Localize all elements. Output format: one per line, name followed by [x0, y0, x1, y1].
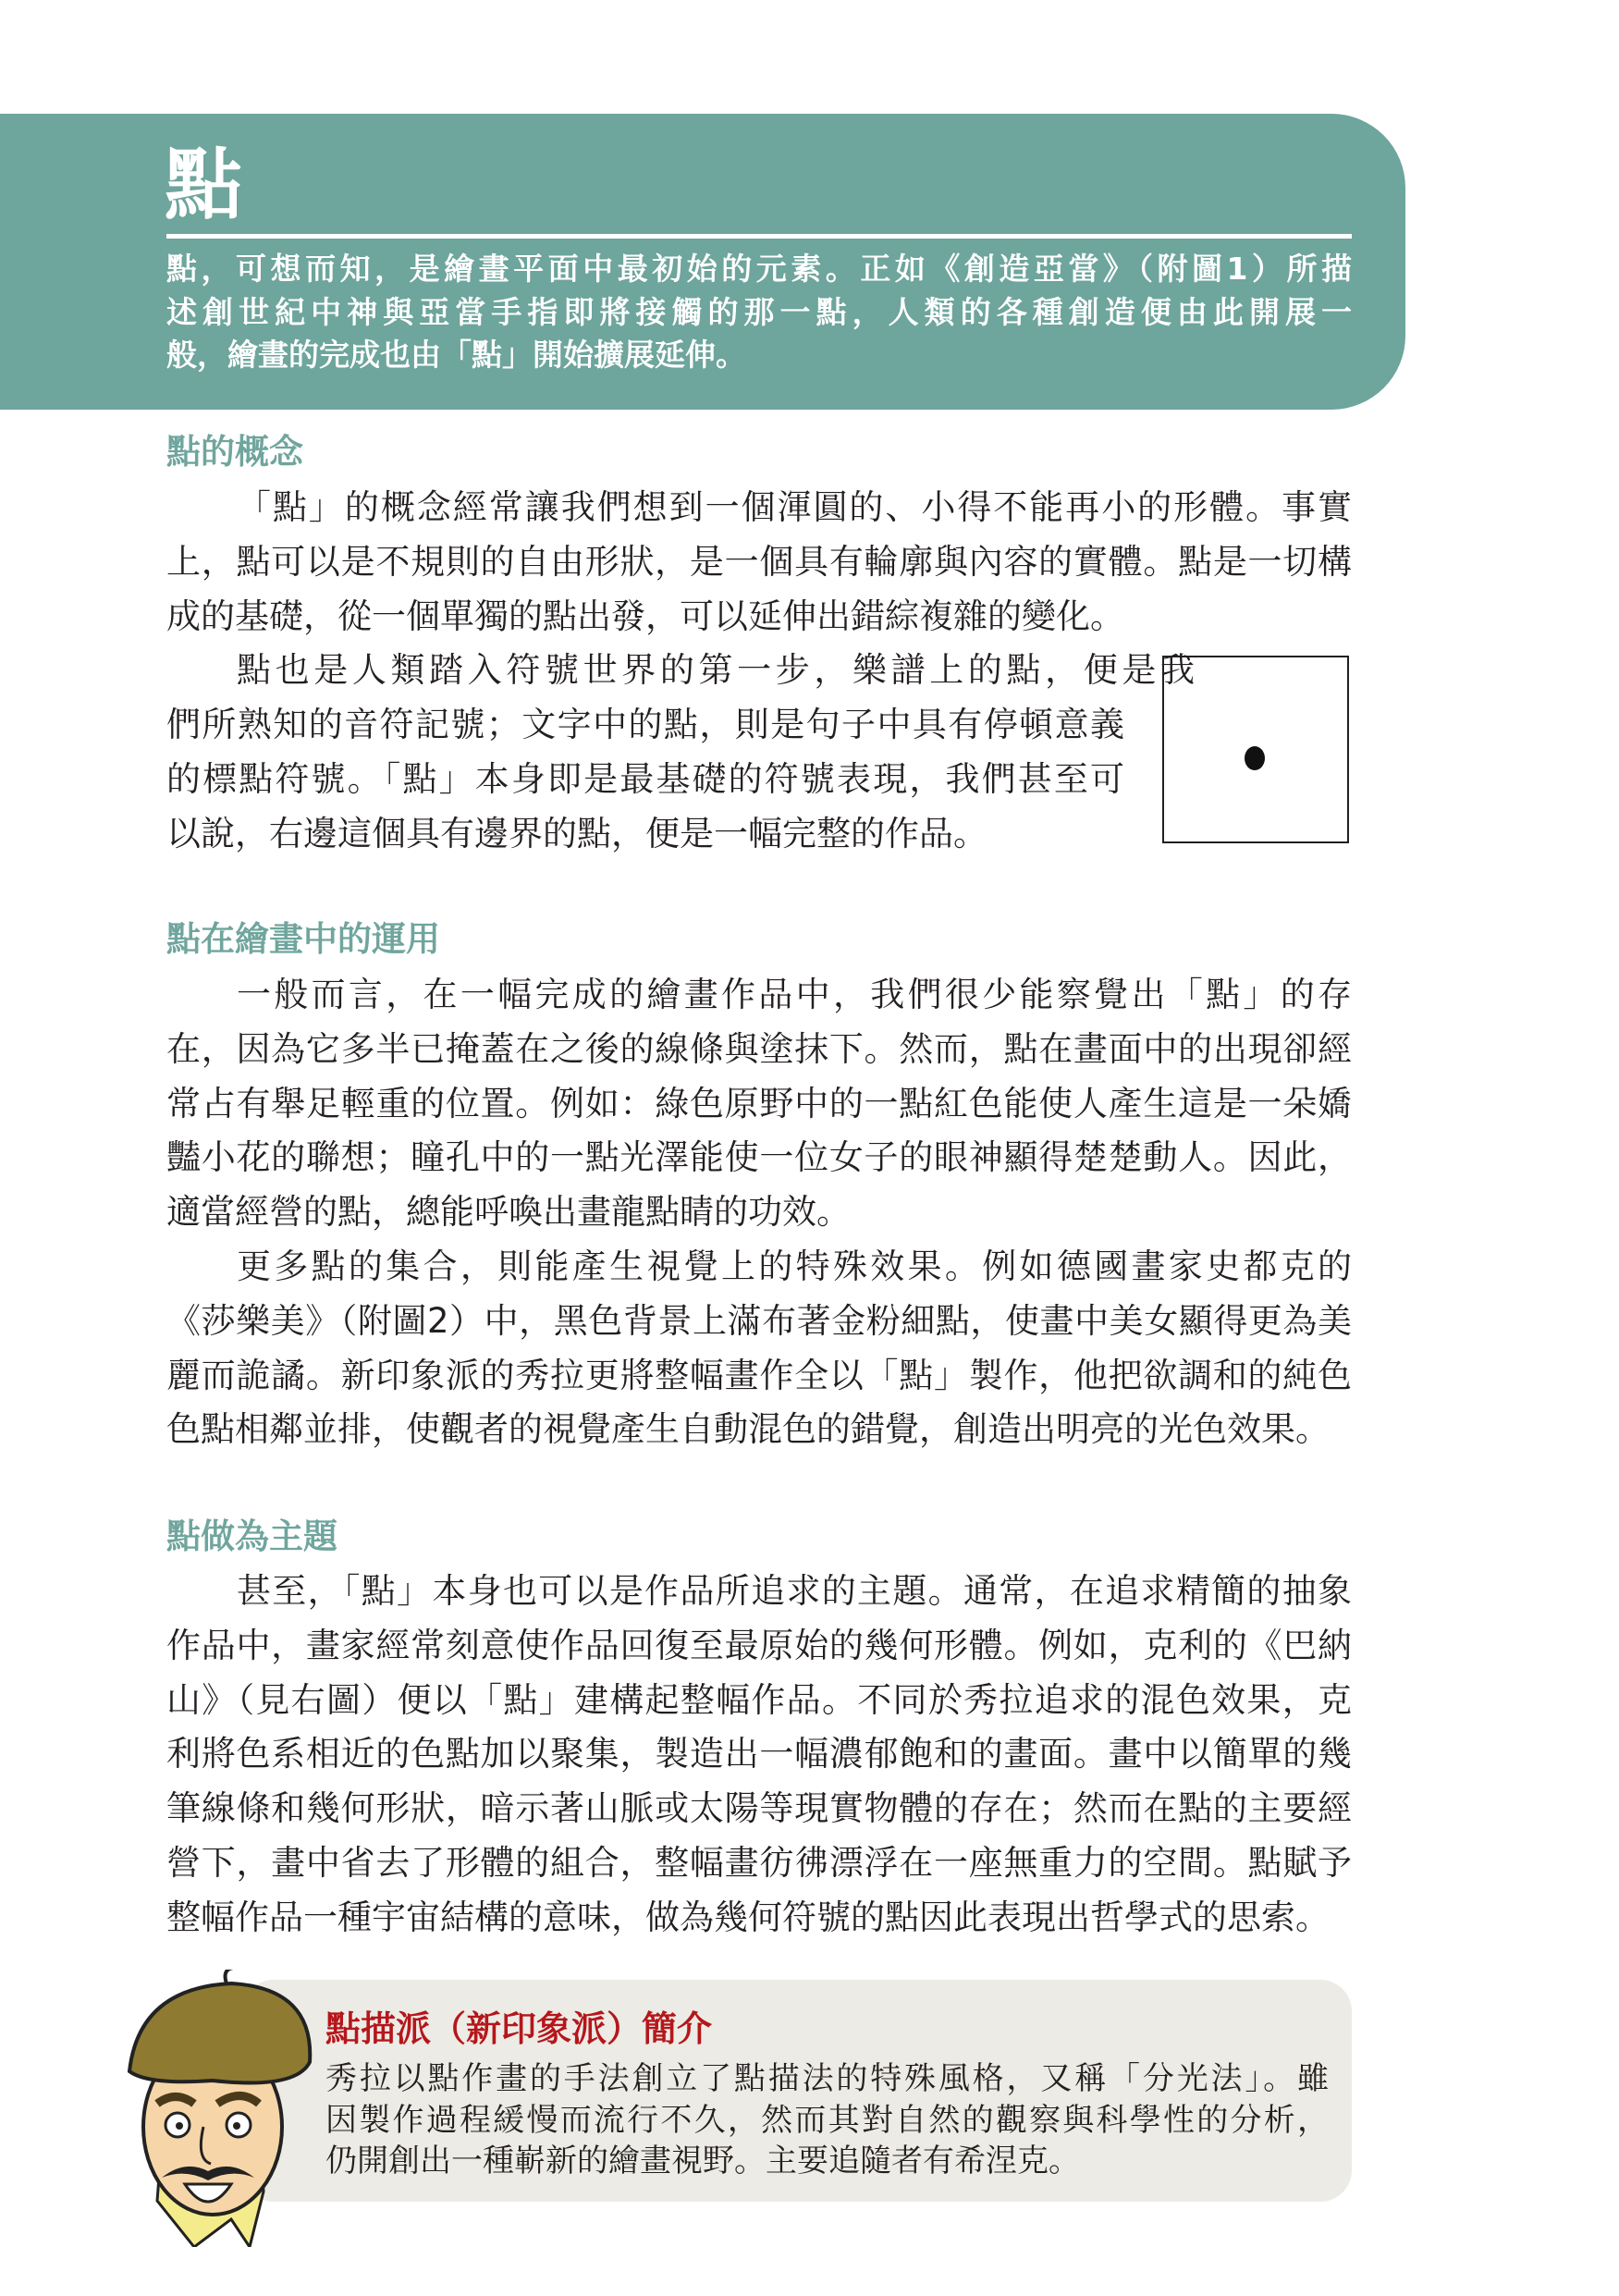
section-heading: 點在繪畫中的運用: [166, 919, 440, 959]
callout-body: [325, 2058, 1329, 2182]
paragraph-line: 以說，右邊這個具有邊界的點，便是一幅完整的作品。: [166, 813, 987, 853]
paragraph-line: 山》（見右圖）便以「點」建構起整幅作品。不同於秀拉追求的混色效果，克: [166, 1679, 1352, 1720]
paragraph-line: 麗而詭譎。新印象派的秀拉更將整幅畫作全以「點」製作，他把欲調和的純色: [166, 1355, 1352, 1395]
intro-line: 般，繪畫的完成也由「點」開始擴展延伸。: [166, 337, 746, 373]
page-title: 點: [165, 140, 243, 230]
paragraph-line: 更多點的集合，則能產生視覺上的特殊效果。例如德國畫家史都克的: [237, 1246, 1352, 1286]
paragraph-line: 利將色系相近的色點加以聚集，製造出一幅濃郁飽和的畫面。畫中以簡單的幾: [166, 1734, 1352, 1774]
callout-title: 點描派（新印象派）簡介: [325, 2008, 713, 2049]
paragraph-line: 作品中，畫家經常刻意使作品回復至最原始的幾何形體。例如，克利的《巴納: [166, 1625, 1352, 1665]
callout-line: 仍開創出一種嶄新的繪畫視野。主要追隨者有希涅克。: [325, 2143, 1080, 2179]
paragraph-line: 筆線條和幾何形狀，暗示著山脈或太陽等現實物體的存在；然而在點的主要經: [166, 1788, 1352, 1829]
paragraph-line: 甚至，「點」本身也可以是作品所追求的主題。通常，在追求精簡的抽象: [237, 1571, 1352, 1611]
paragraph-line: 點也是人類踏入符號世界的第一步，樂譜上的點，便是我: [237, 650, 1195, 691]
section-body: [166, 968, 1352, 1457]
paragraph-line: 適當經營的點，總能呼喚出畫龍點睛的功效。: [166, 1192, 851, 1233]
paragraph-line: 常占有舉足輕重的位置。例如：綠色原野中的一點紅色能使人產生這是一朵嬌: [166, 1083, 1352, 1123]
callout-line: 秀拉以點作畫的手法創立了點描法的特殊風格，又稱「分光法」。雖: [325, 2060, 1329, 2097]
paragraph-line: 豔小花的聯想；瞳孔中的一點光澤能使一位女子的眼神顯得楚楚動人。因此，: [166, 1137, 1352, 1178]
dot-figure-point: [1245, 746, 1265, 770]
paragraph-line: 營下，畫中省去了形體的組合，整幅畫彷彿漂浮在一座無重力的空間。點賦予: [166, 1842, 1352, 1883]
section-heading: 點做為主題: [166, 1516, 337, 1556]
title-divider: [166, 234, 1352, 239]
intro-text: [166, 248, 1352, 377]
paragraph-line: 一般而言，在一幅完成的繪畫作品中，我們很少能察覺出「點」的存: [237, 975, 1352, 1014]
paragraph-line: 「點」的概念經常讓我們想到一個渾圓的、小得不能再小的形體。事實: [237, 487, 1352, 527]
paragraph-line: 《莎樂美》（附圖2）中，黑色背景上滿布著金粉細點，使畫中美女顯得更為美: [166, 1300, 1352, 1341]
paragraph-line: 整幅作品一種宇宙結構的意味，做為幾何符號的點因此表現出哲學式的思索。: [166, 1897, 1330, 1937]
intro-line: 點，可想而知，是繪畫平面中最初始的元素。正如《創造亞當》（附圖1）所描: [166, 251, 1352, 287]
paragraph-line: 成的基礎，從一個單獨的點出發，可以延伸出錯綜複雜的變化。: [166, 595, 1124, 636]
cartoon-painter-illustration: [111, 1970, 324, 2247]
paragraph-line: 在，因為它多半已掩蓋在之後的線條與塗抹下。然而，點在畫面中的出現卻經: [166, 1028, 1352, 1069]
paragraph-line: 色點相鄰並排，使觀者的視覺產生自動混色的錯覺，創造出明亮的光色效果。: [166, 1409, 1330, 1450]
intro-line: 述創世紀中神與亞當手指即將接觸的那一點，人類的各種創造便由此開展一: [166, 293, 1352, 330]
paragraph-line: 上，點可以是不規則的自由形狀，是一個具有輪廓與內容的實體。點是一切構: [166, 541, 1352, 582]
section-body: [166, 1565, 1352, 1946]
callout-line: 因製作過程緩慢而流行不久，然而其對自然的觀察與科學性的分析，: [325, 2101, 1329, 2139]
paragraph-line: 的標點符號。「點」本身即是最基礎的符號表現，我們甚至可: [166, 758, 1124, 799]
paragraph-line: 們所熟知的音符記號；文字中的點，則是句子中具有停頓意義: [166, 705, 1124, 745]
section-heading: 點的概念: [166, 432, 303, 472]
